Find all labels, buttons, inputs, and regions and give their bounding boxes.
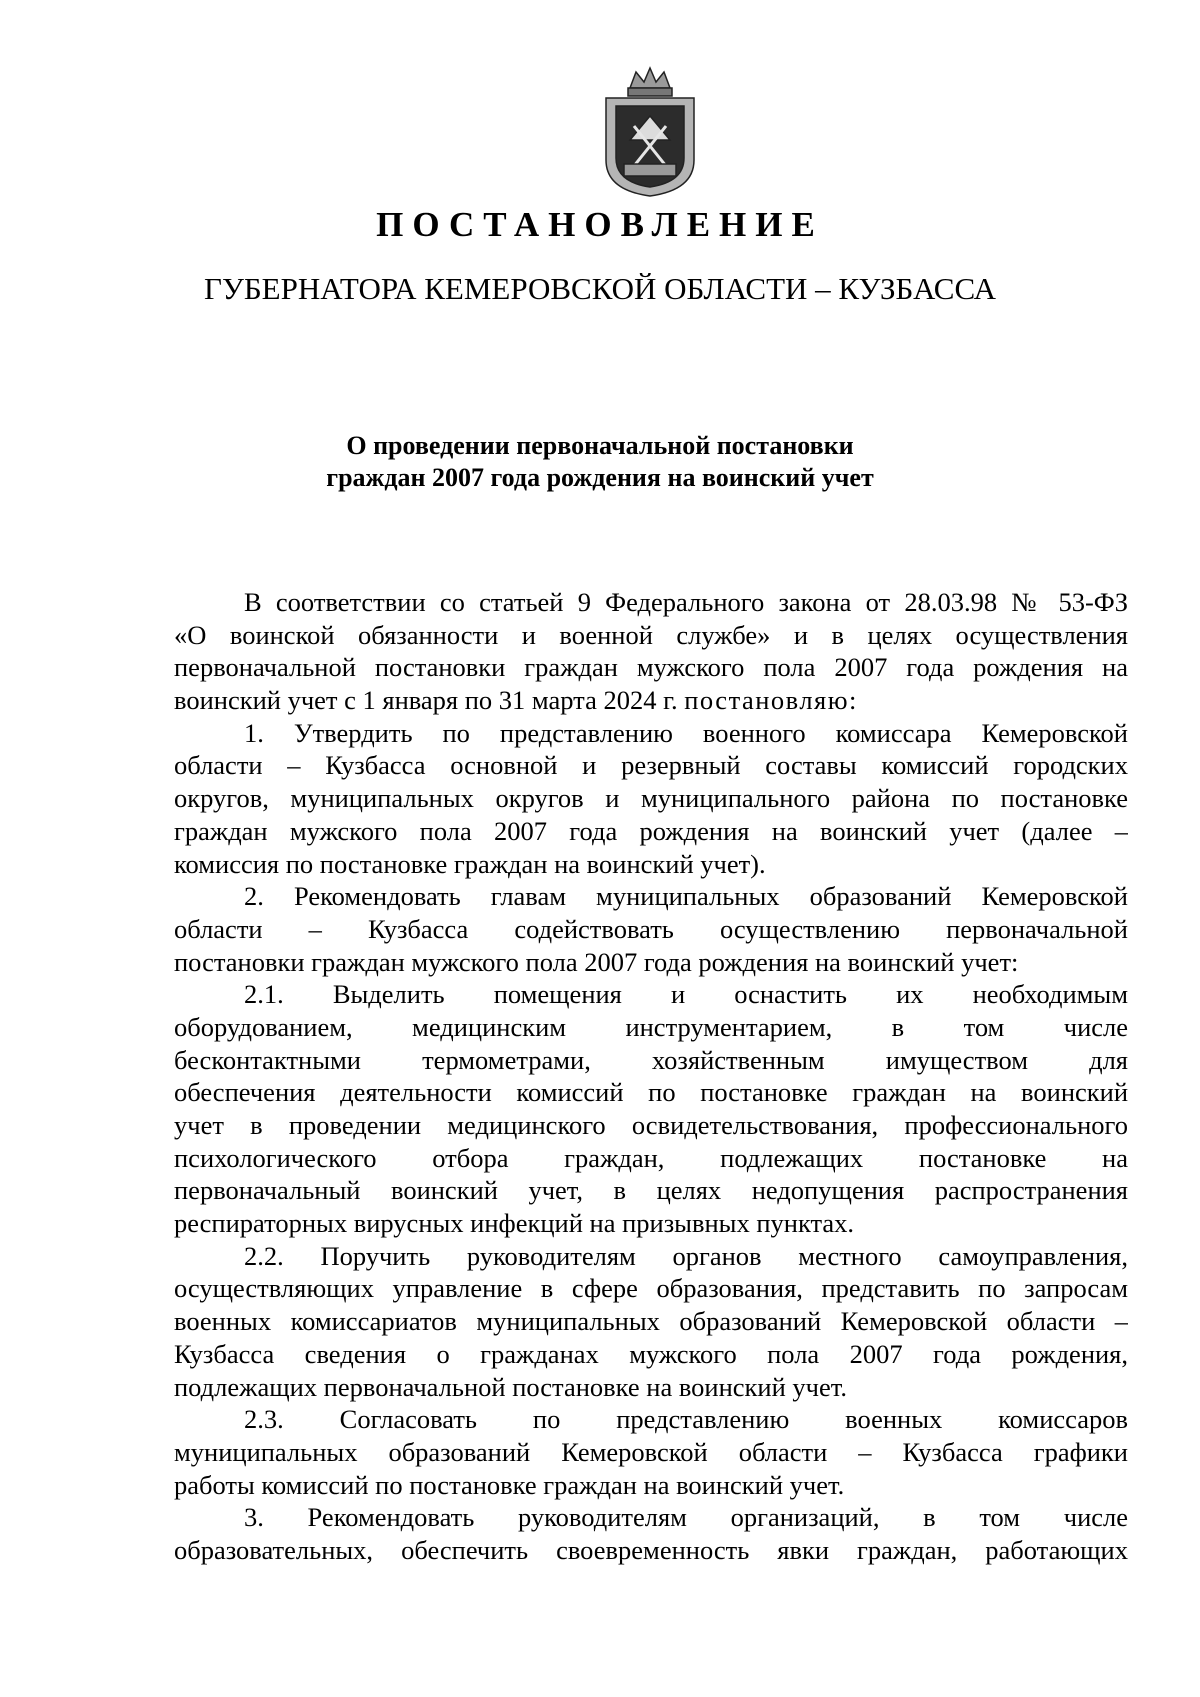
body-line <box>174 684 1128 717</box>
body-line-text: воинский учет с 1 января по 31 марта 2024 г. <box>174 685 678 716</box>
body-line: учет в проведении медицинского освидетельствования, профессионального <box>174 1110 1128 1140</box>
body-line: оборудованием, медицинским инструментарием, в том числе <box>174 1011 1128 1042</box>
body-line: осуществляющих управление в сфере образования, представить по запросам <box>174 1273 1128 1304</box>
document-type: ПОСТАНОВЛЕНИЕ <box>376 205 824 244</box>
body-line: первоначальный воинский учет, в целях недопущения распространения <box>174 1175 1128 1206</box>
body-line: комиссия по постановке граждан на воинский учет). <box>174 848 766 879</box>
paragraph-2-2 <box>174 1240 1128 1403</box>
body-line: обеспечения деятельности комиссий по постановке граждан на воинский <box>174 1077 1128 1108</box>
body-line: подлежащих первоначальной постановке на воинский учет. <box>174 1371 847 1402</box>
paragraph-2 <box>174 880 1128 978</box>
coat-of-arms-icon <box>600 66 700 198</box>
document-body <box>174 586 1128 1567</box>
subject-line: О проведении первоначальной постановки <box>346 431 854 460</box>
paragraph-2-3 <box>174 1403 1128 1501</box>
body-line: военных комиссариатов муниципальных образований Кемеровской области – <box>174 1306 1128 1337</box>
body-line: 2.3. Согласовать по представлению военных комиссаров <box>244 1404 1128 1435</box>
paragraph-2-1 <box>174 978 1128 1240</box>
document-subject <box>0 430 1200 494</box>
body-line: «О воинской обязанности и военной службе» и в целях осуществления <box>174 619 1128 650</box>
subject-line: граждан 2007 года рождения на воинский учет <box>326 463 874 492</box>
body-line: области – Кузбасса основной и резервный составы комиссий городских <box>174 750 1128 781</box>
paragraph-1 <box>174 717 1128 880</box>
body-line: образовательных, обеспечить своевременность явки граждан, работающих <box>174 1534 1128 1565</box>
body-line: области – Кузбасса содействовать осуществлению первоначальной <box>174 913 1128 944</box>
body-line: муниципальных образований Кемеровской области – Кузбасса графики <box>174 1436 1128 1467</box>
body-line: округов, муниципальных округов и муниципального района по постановке <box>174 783 1128 814</box>
paragraph-3 <box>174 1501 1128 1566</box>
body-line: респираторных вирусных инфекций на призывных пунктах. <box>174 1208 855 1239</box>
body-line: В соответствии со статьей 9 Федерального закона от 28.03.98 № 53-ФЗ <box>244 587 1128 617</box>
body-line: граждан мужского пола 2007 года рождения на воинский учет (далее – <box>174 815 1128 846</box>
body-line: работы комиссий по постановке граждан на воинский учет. <box>174 1469 845 1500</box>
body-line: 2.1. Выделить помещения и оснастить их необходимым <box>244 979 1128 1010</box>
body-line: первоначальной постановки граждан мужского пола 2007 года рождения на <box>174 652 1128 683</box>
body-line: 2.2. Поручить руководителям органов местного самоуправления, <box>244 1240 1128 1271</box>
body-line: 3. Рекомендовать руководителям организаций, в том числе <box>244 1502 1128 1533</box>
decree-keyword: постановляю: <box>684 685 858 716</box>
body-line: бесконтактными термометрами, хозяйственным имуществом для <box>174 1044 1128 1075</box>
body-line: 1. Утвердить по представлению военного комиссара Кемеровской <box>244 717 1128 748</box>
issuing-authority: ГУБЕРНАТОРА КЕМЕРОВСКОЙ ОБЛАСТИ – КУЗБАССА <box>204 271 996 306</box>
body-line: Кузбасса сведения о гражданах мужского пола 2007 года рождения, <box>174 1338 1128 1369</box>
body-line: 2. Рекомендовать главам муниципальных образований Кемеровской <box>244 881 1128 912</box>
body-line: постановки граждан мужского пола 2007 года рождения на воинский учет: <box>174 946 1019 977</box>
paragraph-intro <box>174 586 1128 717</box>
body-line: психологического отбора граждан, подлежащих постановке на <box>174 1142 1128 1173</box>
